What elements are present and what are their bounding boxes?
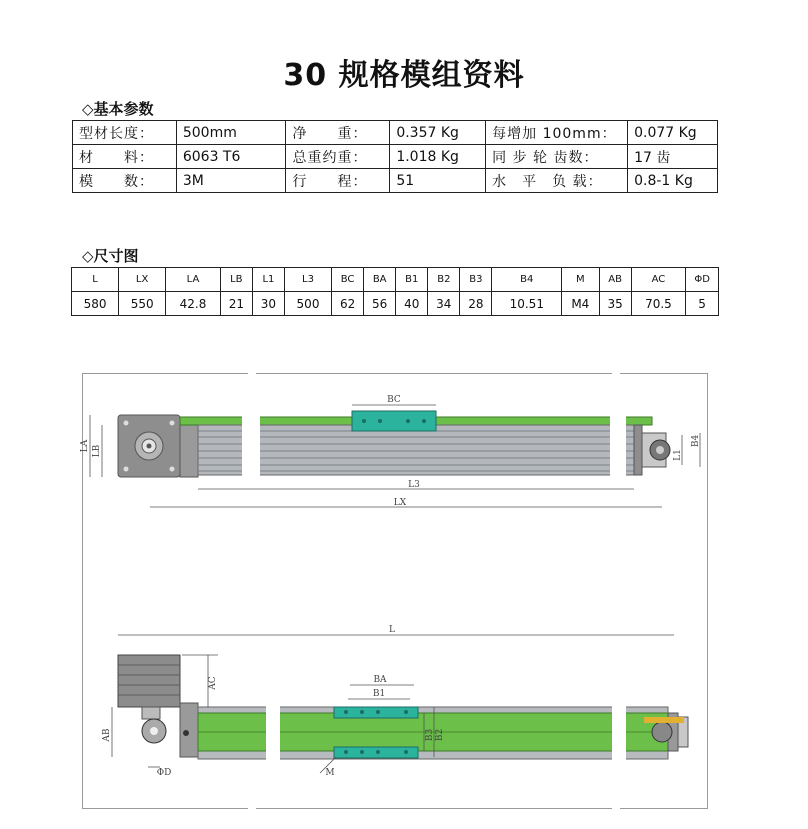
dim-la-label: LA [80, 439, 90, 453]
dim-value-cell: 21 [220, 292, 252, 316]
param-label: 同 步 轮 齿数： [486, 145, 628, 169]
param-value: 500mm [176, 121, 286, 145]
param-value: 6063 T6 [176, 145, 286, 169]
dim-header-cell: AC [631, 268, 686, 292]
dim-ab-label: AB [102, 728, 112, 742]
module-drawing [82, 373, 708, 809]
param-label: 水 平 负 载： [486, 169, 628, 193]
param-label: 每增加 100mm： [486, 121, 628, 145]
dim-value-cell: 40 [396, 292, 428, 316]
dim-b1-label: B1 [372, 689, 386, 699]
param-value: 1.018 Kg [390, 145, 486, 169]
dim-value-cell: 56 [364, 292, 396, 316]
page-title: 30 规格模组资料 [283, 58, 525, 93]
dim-value-cell: 500 [284, 292, 331, 316]
param-label: 型材长度： [73, 121, 177, 145]
dim-header-cell: B3 [460, 268, 492, 292]
dim-value-cell: 580 [72, 292, 119, 316]
param-value: 3M [176, 169, 286, 193]
dim-header-cell: BC [332, 268, 364, 292]
dim-phid-label: ΦD [156, 768, 172, 778]
dim-lx-label: LX [393, 498, 407, 508]
dim-header-cell: AB [599, 268, 631, 292]
dim-value-cell: 70.5 [631, 292, 686, 316]
dim-header-cell: LA [166, 268, 221, 292]
top-view [80, 395, 701, 508]
dim-m-label: M [325, 768, 335, 778]
dim-header-cell: LB [220, 268, 252, 292]
dim-header-cell: B4 [492, 268, 562, 292]
dim-value-cell: 62 [332, 292, 364, 316]
dim-header-cell: B2 [428, 268, 460, 292]
dim-header-cell: LX [119, 268, 166, 292]
dims-value-row [72, 292, 719, 316]
param-label: 净 重： [286, 121, 390, 145]
dim-l1-label: L1 [673, 449, 683, 461]
basic-row [73, 145, 718, 169]
dim-header-cell: L1 [252, 268, 284, 292]
dim-header-cell: L3 [284, 268, 331, 292]
dim-value-cell: 550 [119, 292, 166, 316]
param-label: 总重约重： [286, 145, 390, 169]
dimensions-table [71, 267, 719, 316]
dimensions-heading: ◇尺寸图 [82, 247, 139, 265]
dim-value-cell: 10.51 [492, 292, 562, 316]
basic-row [73, 169, 718, 193]
dim-l-label: L [389, 625, 395, 635]
param-value: 0.077 Kg [628, 121, 718, 145]
dim-b2-label: B2 [435, 728, 445, 742]
param-value: 0.357 Kg [390, 121, 486, 145]
basic-row [73, 121, 718, 145]
dims-header-row [72, 268, 719, 292]
dim-header-cell: ΦD [686, 268, 719, 292]
param-label: 模 数： [73, 169, 177, 193]
dim-value-cell: 28 [460, 292, 492, 316]
side-view [102, 625, 688, 778]
dim-ac-label: AC [208, 676, 218, 690]
dim-b3-label: B3 [425, 728, 435, 742]
dim-l3-label: L3 [408, 480, 420, 490]
dim-header-cell: B1 [396, 268, 428, 292]
dim-header-cell: M [562, 268, 599, 292]
dim-header-cell: BA [364, 268, 396, 292]
dim-value-cell: 42.8 [166, 292, 221, 316]
dim-bc-label: BC [387, 395, 401, 405]
param-label: 材 料： [73, 145, 177, 169]
basic-params-heading: ◇基本参数 [82, 100, 154, 118]
dim-header-cell: L [72, 268, 119, 292]
param-value: 17 齿 [628, 145, 718, 169]
dim-value-cell: M4 [562, 292, 599, 316]
dim-value-cell: 34 [428, 292, 460, 316]
dim-value-cell: 30 [252, 292, 284, 316]
param-value: 0.8-1 Kg [628, 169, 718, 193]
param-value: 51 [390, 169, 486, 193]
basic-params-table [72, 120, 718, 193]
dim-value-cell: 5 [686, 292, 719, 316]
dim-value-cell: 35 [599, 292, 631, 316]
dim-lb-label: LB [92, 444, 102, 458]
dim-ba-label: BA [373, 675, 387, 685]
motor-body [118, 655, 180, 707]
dim-b4-label: B4 [691, 434, 701, 448]
param-label: 行 程： [286, 169, 390, 193]
